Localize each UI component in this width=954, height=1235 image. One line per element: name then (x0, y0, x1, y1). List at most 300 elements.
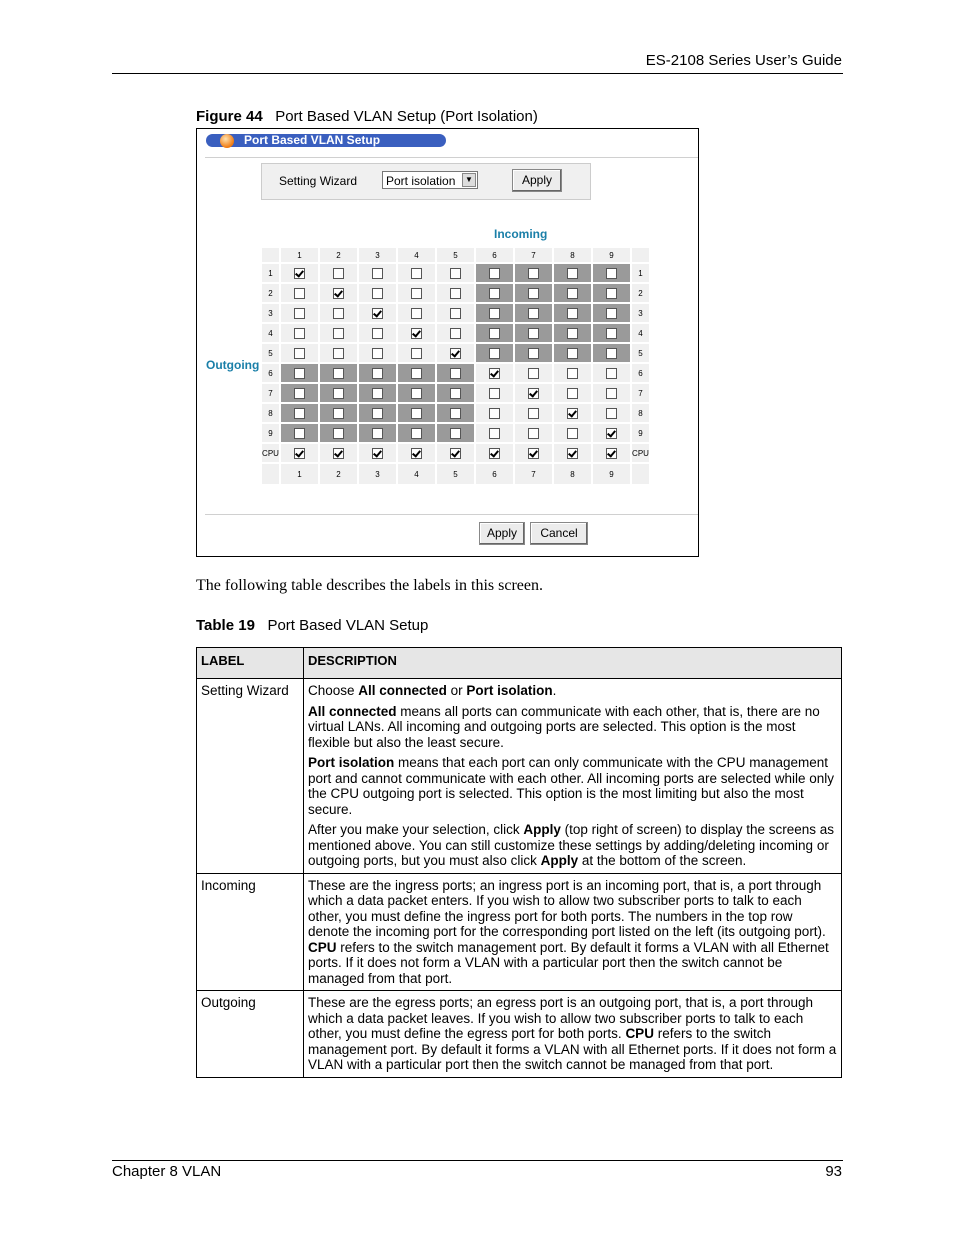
matrix-row (262, 424, 649, 442)
matrix-cell (359, 424, 396, 442)
matrix-cell (398, 324, 435, 342)
port-checkbox[interactable] (489, 428, 500, 439)
incoming-port-header: 5 (437, 248, 474, 262)
port-checkbox[interactable] (372, 388, 383, 399)
description-paragraph (308, 878, 837, 987)
outgoing-port-label: 9 (632, 424, 649, 442)
text-run: These are the egress ports; an egress port is an outgoing port, that is, a port through which a data packet leaves. If you wish to allow two subscriber ports to talk to each other, you must define the egress port for both ports. (308, 995, 814, 1041)
outgoing-port-label: 7 (632, 384, 649, 402)
bold-term: CPU (308, 939, 337, 955)
matrix-cell (437, 364, 474, 382)
port-checkbox[interactable] (372, 428, 383, 439)
matrix-cell (476, 264, 513, 282)
outgoing-port-label: 6 (262, 364, 279, 382)
matrix-cell (359, 324, 396, 342)
matrix-cell (437, 444, 474, 462)
matrix-cell (359, 344, 396, 362)
port-checkbox[interactable] (411, 388, 422, 399)
matrix-cell (554, 284, 591, 302)
matrix-row (262, 264, 649, 282)
matrix-cell (476, 444, 513, 462)
incoming-port-header: 7 (515, 248, 552, 262)
port-checkbox[interactable] (294, 328, 305, 339)
incoming-port-header: 9 (593, 248, 630, 262)
matrix-cell (593, 344, 630, 362)
matrix-cell (593, 364, 630, 382)
port-checkbox[interactable] (606, 268, 617, 279)
matrix-cell (593, 444, 630, 462)
incoming-port-footer: 5 (437, 464, 474, 484)
matrix-cell (320, 304, 357, 322)
bottom-divider (205, 514, 698, 515)
incoming-port-footer: 7 (515, 464, 552, 484)
incoming-port-header: 8 (554, 248, 591, 262)
port-checkbox[interactable] (528, 348, 539, 359)
row-label: Setting Wizard (197, 679, 304, 874)
matrix-row (262, 344, 649, 362)
port-checkbox[interactable] (372, 368, 383, 379)
port-checkbox[interactable] (333, 348, 344, 359)
incoming-port-footer: 1 (281, 464, 318, 484)
matrix-cell (515, 304, 552, 322)
port-checkbox[interactable] (567, 328, 578, 339)
port-checkbox[interactable] (333, 308, 344, 319)
matrix-cell (437, 344, 474, 362)
port-checkbox[interactable] (294, 388, 305, 399)
port-checkbox[interactable] (333, 448, 344, 459)
table-row (197, 679, 842, 874)
incoming-port-footer: 4 (398, 464, 435, 484)
outgoing-port-label: 8 (262, 404, 279, 422)
matrix-cell (320, 344, 357, 362)
setting-wizard-panel (261, 163, 591, 200)
outgoing-port-label: 9 (262, 424, 279, 442)
incoming-port-header: 6 (476, 248, 513, 262)
port-checkbox[interactable] (606, 288, 617, 299)
outgoing-port-label: 6 (632, 364, 649, 382)
port-checkbox[interactable] (333, 268, 344, 279)
matrix-cell (359, 284, 396, 302)
port-checkbox[interactable] (567, 268, 578, 279)
port-checkbox[interactable] (528, 288, 539, 299)
matrix-cell (593, 324, 630, 342)
port-checkbox[interactable] (489, 388, 500, 399)
matrix-cell (320, 424, 357, 442)
footer-chapter: Chapter 8 VLAN (112, 1163, 222, 1180)
vlan-port-matrix (260, 246, 651, 486)
port-checkbox[interactable] (333, 328, 344, 339)
port-checkbox[interactable] (567, 368, 578, 379)
matrix-cell (281, 284, 318, 302)
orb-icon (220, 134, 234, 148)
matrix-cell (359, 444, 396, 462)
port-checkbox[interactable] (450, 268, 461, 279)
matrix-cell (281, 444, 318, 462)
port-checkbox[interactable] (489, 288, 500, 299)
matrix-cell (476, 344, 513, 362)
port-checkbox[interactable] (450, 308, 461, 319)
port-checkbox[interactable] (411, 368, 422, 379)
matrix-cell (281, 404, 318, 422)
bold-term: Apply (540, 853, 579, 868)
text-run: Choose (308, 683, 359, 698)
row-label: Incoming (197, 873, 304, 991)
text-run: . (552, 683, 557, 698)
port-checkbox[interactable] (489, 348, 500, 359)
port-checkbox[interactable] (411, 328, 422, 339)
matrix-cell (281, 344, 318, 362)
matrix-cell (515, 364, 552, 382)
matrix-cell (437, 284, 474, 302)
bold-term: Apply (523, 822, 561, 837)
matrix-row (262, 364, 649, 382)
table-title: Port Based VLAN Setup (267, 617, 429, 634)
matrix-cell (437, 324, 474, 342)
port-checkbox[interactable] (450, 388, 461, 399)
matrix-cell (554, 364, 591, 382)
matrix-row (262, 324, 649, 342)
matrix-cell (359, 384, 396, 402)
port-checkbox[interactable] (333, 388, 344, 399)
outgoing-port-label: 5 (262, 344, 279, 362)
port-checkbox[interactable] (606, 348, 617, 359)
incoming-label: Incoming (494, 227, 548, 241)
port-checkbox[interactable] (333, 288, 344, 299)
matrix-cell (320, 404, 357, 422)
matrix-cell (398, 304, 435, 322)
port-checkbox[interactable] (450, 408, 461, 419)
matrix-corner (632, 464, 649, 484)
page-banner (206, 134, 446, 147)
port-checkbox[interactable] (567, 448, 578, 459)
text-run: These are the ingress ports; an ingress port is an incoming port, that is, a port through which a data packet enters. If you wish to allow two subscriber ports to talk to each other, you must define the ingress port for both ports. The numbers in the top row denote the incoming port for the corresponding port listed on the left (its outgoing port). (308, 877, 826, 939)
matrix-cell (359, 364, 396, 382)
matrix-cell (476, 284, 513, 302)
col-header-description: DESCRIPTION (304, 648, 842, 679)
row-label: Outgoing (197, 991, 304, 1078)
text-run: After you make your selection, click (308, 822, 524, 837)
text-run: (top right of screen) to display the screens as mentioned above. You can still customize these settings by adding/deleting incoming or outgoing ports, but you must also click (308, 822, 834, 868)
apply-top-button[interactable]: Apply (512, 169, 562, 192)
matrix-cell (476, 424, 513, 442)
port-checkbox[interactable] (333, 368, 344, 379)
port-checkbox[interactable] (372, 408, 383, 419)
text-run: at the bottom of the screen. (578, 853, 747, 868)
matrix-cell (437, 424, 474, 442)
table-caption (196, 617, 428, 634)
port-checkbox[interactable] (294, 348, 305, 359)
incoming-port-footer: 2 (320, 464, 357, 484)
matrix-cell (515, 264, 552, 282)
table-header-row (197, 648, 842, 679)
matrix-cell (359, 264, 396, 282)
matrix-cell (515, 284, 552, 302)
matrix-footer-row (262, 464, 649, 484)
bold-term: All connected (308, 703, 397, 719)
incoming-port-header: 2 (320, 248, 357, 262)
figure-caption (196, 108, 538, 125)
port-checkbox[interactable] (411, 448, 422, 459)
outgoing-port-label: 4 (262, 324, 279, 342)
matrix-row (262, 404, 649, 422)
matrix-cell (515, 444, 552, 462)
matrix-cell (398, 344, 435, 362)
port-checkbox[interactable] (450, 428, 461, 439)
port-checkbox[interactable] (606, 428, 617, 439)
matrix-cell (515, 344, 552, 362)
port-checkbox[interactable] (450, 368, 461, 379)
matrix-cell (554, 324, 591, 342)
description-table (196, 647, 842, 1078)
table-label: Table 19 (196, 617, 255, 634)
port-checkbox[interactable] (606, 368, 617, 379)
matrix-cell (554, 384, 591, 402)
matrix-cell (554, 344, 591, 362)
port-checkbox[interactable] (411, 308, 422, 319)
matrix-row (262, 304, 649, 322)
port-checkbox[interactable] (372, 448, 383, 459)
vlan-setup-figure (196, 128, 699, 557)
port-checkbox[interactable] (606, 308, 617, 319)
matrix-cell (281, 304, 318, 322)
matrix-cell (281, 324, 318, 342)
matrix-cell (554, 444, 591, 462)
incoming-port-footer: 8 (554, 464, 591, 484)
matrix-row (262, 384, 649, 402)
incoming-port-footer: 3 (359, 464, 396, 484)
matrix-cell (359, 304, 396, 322)
matrix-cell (398, 264, 435, 282)
matrix-cell (554, 264, 591, 282)
matrix-cell (515, 384, 552, 402)
port-checkbox[interactable] (528, 448, 539, 459)
matrix-corner (262, 248, 279, 262)
matrix-cell (281, 424, 318, 442)
bold-term: CPU (625, 1026, 654, 1041)
banner-title: Port Based VLAN Setup (244, 133, 381, 147)
matrix-cell (398, 284, 435, 302)
port-checkbox[interactable] (528, 308, 539, 319)
figure-label: Figure 44 (196, 108, 263, 125)
matrix-cell (398, 424, 435, 442)
matrix-cell (593, 284, 630, 302)
port-checkbox[interactable] (372, 308, 383, 319)
matrix-cell (554, 424, 591, 442)
outgoing-port-label: 2 (632, 284, 649, 302)
port-checkbox[interactable] (528, 268, 539, 279)
matrix-corner (632, 248, 649, 262)
matrix-cell (320, 284, 357, 302)
port-checkbox[interactable] (528, 408, 539, 419)
port-checkbox[interactable] (294, 428, 305, 439)
footer-rule (112, 1160, 843, 1161)
chevron-down-icon[interactable]: ▼ (462, 173, 476, 187)
matrix-row (262, 444, 649, 462)
port-checkbox[interactable] (411, 428, 422, 439)
incoming-port-footer: 6 (476, 464, 513, 484)
port-checkbox[interactable] (528, 428, 539, 439)
port-checkbox[interactable] (606, 448, 617, 459)
matrix-cell (437, 384, 474, 402)
guide-title: ES-2108 Series User’s Guide (645, 52, 842, 69)
matrix-cell (398, 384, 435, 402)
matrix-cell (593, 404, 630, 422)
port-checkbox[interactable] (489, 368, 500, 379)
outgoing-port-label: 1 (262, 264, 279, 282)
matrix-cell (593, 264, 630, 282)
port-checkbox[interactable] (294, 408, 305, 419)
port-checkbox[interactable] (567, 388, 578, 399)
port-checkbox[interactable] (606, 388, 617, 399)
outgoing-port-label: 2 (262, 284, 279, 302)
row-description (304, 991, 842, 1078)
matrix-cell (398, 444, 435, 462)
matrix-row (262, 284, 649, 302)
matrix-cell (359, 404, 396, 422)
bold-term: All connected (358, 683, 447, 698)
matrix-cell (515, 324, 552, 342)
port-checkbox[interactable] (294, 368, 305, 379)
port-checkbox[interactable] (372, 348, 383, 359)
port-checkbox[interactable] (294, 448, 305, 459)
matrix-cell (437, 304, 474, 322)
port-checkbox[interactable] (489, 408, 500, 419)
page-number: 93 (825, 1163, 842, 1180)
outgoing-port-label: 3 (632, 304, 649, 322)
port-checkbox[interactable] (411, 268, 422, 279)
setting-wizard-select[interactable] (382, 171, 478, 189)
text-run: means all ports can communicate with each other, that is, there are no virtual LANs. All incoming and outgoing ports are selected. This option is the most flexible but also the least secure. (308, 703, 820, 750)
matrix-cell (593, 304, 630, 322)
port-checkbox[interactable] (567, 408, 578, 419)
col-header-label: LABEL (197, 648, 304, 679)
apply-bottom-button[interactable]: Apply (479, 522, 525, 545)
port-checkbox[interactable] (294, 308, 305, 319)
port-checkbox[interactable] (567, 288, 578, 299)
port-checkbox[interactable] (567, 348, 578, 359)
description-paragraph (308, 683, 837, 699)
matrix-cell (281, 364, 318, 382)
port-checkbox[interactable] (450, 348, 461, 359)
port-checkbox[interactable] (606, 408, 617, 419)
description-paragraph (308, 822, 837, 869)
matrix-cell (320, 384, 357, 402)
port-checkbox[interactable] (489, 328, 500, 339)
matrix-cell (320, 264, 357, 282)
matrix-cell (320, 364, 357, 382)
description-paragraph (308, 995, 837, 1073)
description-paragraph (308, 755, 837, 817)
table-row (197, 873, 842, 991)
port-checkbox[interactable] (489, 268, 500, 279)
header-rule (112, 73, 843, 74)
incoming-port-header: 3 (359, 248, 396, 262)
incoming-port-footer: 9 (593, 464, 630, 484)
port-checkbox[interactable] (489, 448, 500, 459)
row-description (304, 873, 842, 991)
banner-divider (205, 157, 698, 158)
setting-wizard-value: Port isolation (386, 174, 456, 188)
bold-term: Port isolation (308, 755, 395, 770)
port-checkbox[interactable] (450, 288, 461, 299)
matrix-cell (437, 264, 474, 282)
port-checkbox[interactable] (528, 388, 539, 399)
outgoing-port-label: 8 (632, 404, 649, 422)
setting-wizard-label: Setting Wizard (279, 174, 358, 188)
matrix-cell (320, 324, 357, 342)
port-checkbox[interactable] (294, 268, 305, 279)
matrix-cell (320, 444, 357, 462)
port-checkbox[interactable] (450, 328, 461, 339)
port-checkbox[interactable] (567, 308, 578, 319)
matrix-cell (437, 404, 474, 422)
port-checkbox[interactable] (333, 428, 344, 439)
matrix-cell (476, 304, 513, 322)
matrix-cell (593, 384, 630, 402)
port-checkbox[interactable] (372, 268, 383, 279)
matrix-cell (476, 404, 513, 422)
port-checkbox[interactable] (411, 288, 422, 299)
description-paragraph (308, 704, 837, 751)
matrix-cell (554, 404, 591, 422)
bold-term: Port isolation (466, 683, 553, 698)
port-checkbox[interactable] (411, 408, 422, 419)
outgoing-port-label: CPU (262, 444, 279, 462)
text-run: or (446, 683, 467, 698)
port-checkbox[interactable] (606, 328, 617, 339)
outgoing-port-label: CPU (632, 444, 649, 462)
incoming-port-header: 1 (281, 248, 318, 262)
outgoing-port-label: 3 (262, 304, 279, 322)
matrix-cell (398, 404, 435, 422)
port-checkbox[interactable] (528, 328, 539, 339)
port-checkbox[interactable] (411, 348, 422, 359)
row-description (304, 679, 842, 874)
intro-text: The following table describes the labels in this screen. (196, 577, 544, 594)
outgoing-port-label: 4 (632, 324, 649, 342)
port-checkbox[interactable] (489, 308, 500, 319)
outgoing-label: Outgoing (206, 358, 260, 372)
table-row (197, 991, 842, 1078)
outgoing-port-label: 5 (632, 344, 649, 362)
figure-title: Port Based VLAN Setup (Port Isolation) (275, 108, 538, 125)
matrix-cell (398, 364, 435, 382)
port-checkbox[interactable] (528, 368, 539, 379)
port-checkbox[interactable] (450, 448, 461, 459)
matrix-cell (515, 424, 552, 442)
text-run: refers to the switch management port. By default it forms a VLAN with all Ethernet ports. If it does not form a VLAN with a particular port then the switch cannot be managed from that port. (308, 939, 829, 986)
incoming-port-header: 4 (398, 248, 435, 262)
matrix-corner (262, 464, 279, 484)
port-checkbox[interactable] (333, 408, 344, 419)
port-checkbox[interactable] (294, 288, 305, 299)
matrix-cell (476, 384, 513, 402)
text-run: refers to the switch management port. By default it forms a VLAN with all Ethernet ports. If it does not form a VLAN with a particular port then the switch cannot be managed from that port. (308, 1026, 837, 1072)
outgoing-port-label: 1 (632, 264, 649, 282)
matrix-header-row (262, 248, 649, 262)
cancel-button[interactable]: Cancel (530, 522, 588, 545)
port-checkbox[interactable] (372, 328, 383, 339)
matrix-cell (515, 404, 552, 422)
port-checkbox[interactable] (372, 288, 383, 299)
matrix-cell (476, 324, 513, 342)
matrix-cell (593, 424, 630, 442)
matrix-cell (476, 364, 513, 382)
outgoing-port-label: 7 (262, 384, 279, 402)
matrix-cell (554, 304, 591, 322)
matrix-cell (281, 384, 318, 402)
port-checkbox[interactable] (567, 428, 578, 439)
